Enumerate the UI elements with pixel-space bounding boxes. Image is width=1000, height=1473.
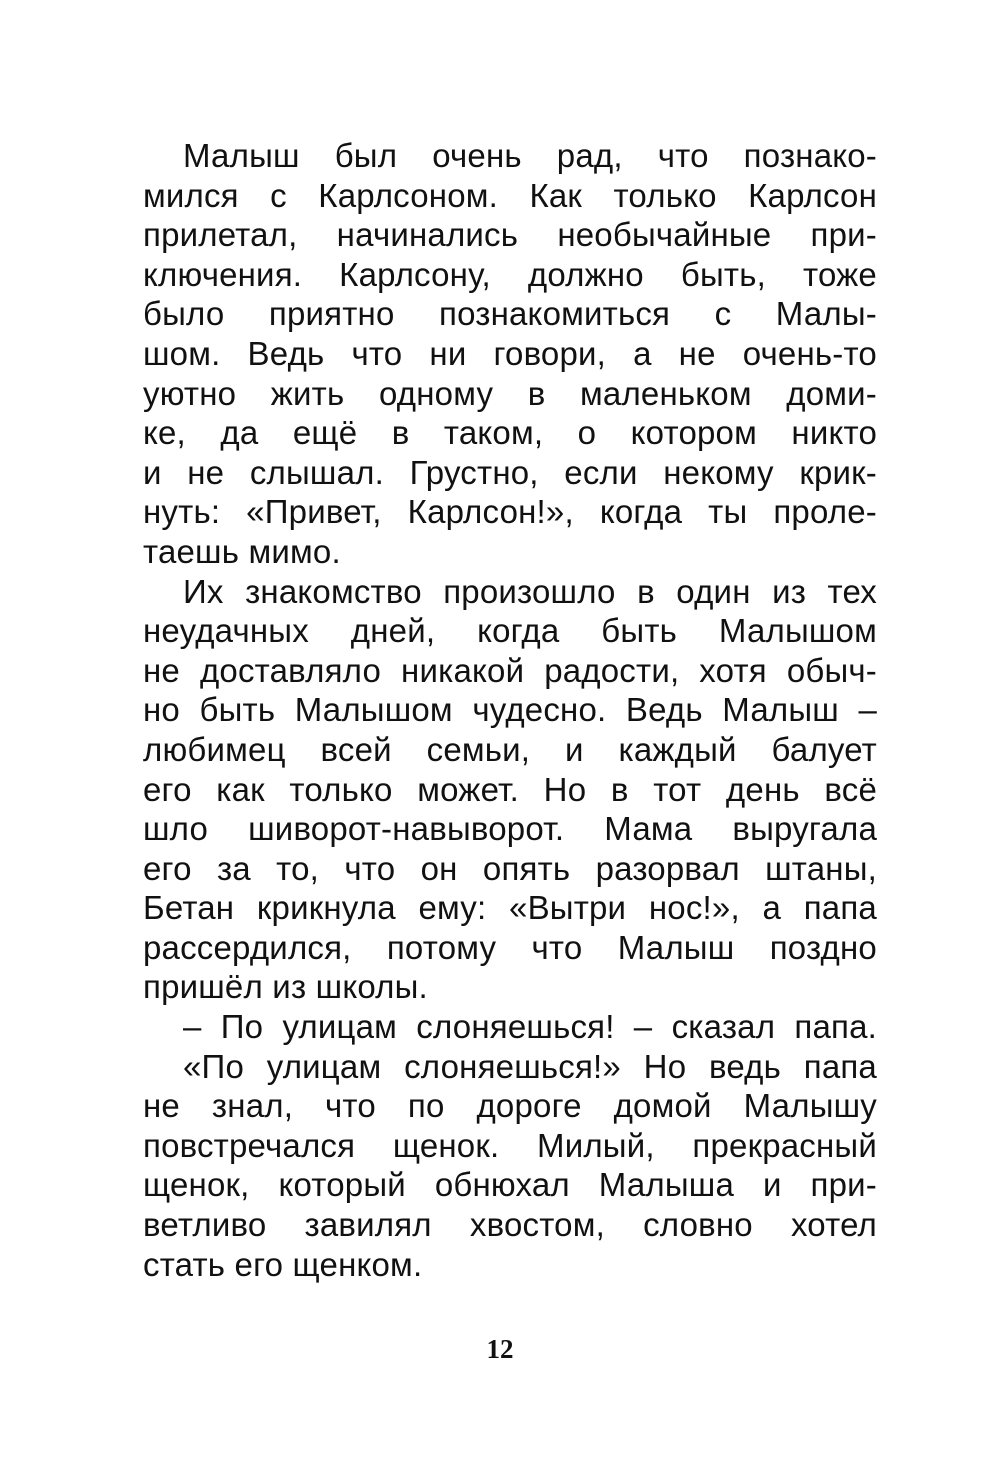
text-line: рассердился, потому что Малыш поздно [143, 928, 877, 966]
text-line: любимец всей семьи, и каждый балует [143, 730, 877, 768]
text-line: – По улицам слоняешься! – сказал папа. [183, 1008, 877, 1046]
text-line: было приятно познакомиться с Малы- [143, 295, 877, 333]
text-line: Бетан крикнула ему: «Вытри нос!», а папа [143, 889, 877, 927]
text-line: пришёл из школы. [143, 968, 428, 1006]
text-line: но быть Малышом чудесно. Ведь Малыш – [143, 691, 877, 729]
text-line: прилетал, начинались необычайные при- [143, 216, 877, 254]
text-line: не доставляло никакой радости, хотя обыч- [143, 651, 877, 689]
text-line: «По улицам слоняешься!» Но ведь папа [183, 1047, 877, 1085]
text-line: мился с Карлсоном. Как только Карлсон [143, 176, 877, 214]
text-line: повстречался щенок. Милый, прекрасный [143, 1126, 877, 1164]
text-line: ключения. Карлсону, должно быть, тоже [143, 255, 877, 293]
text-line: Малыш был очень рад, что познако- [183, 137, 877, 174]
text-line: ке, да ещё в таком, о котором никто [143, 414, 877, 452]
text-line: уютно жить одному в маленьком доми- [143, 374, 877, 412]
text-line: стать его щенком. [143, 1245, 423, 1283]
text-line: шом. Ведь что ни говори, а не очень-то [143, 334, 877, 372]
text-line: щенок, который обнюхал Малыша и при- [143, 1166, 877, 1204]
body-text [143, 136, 877, 1284]
text-line: его как только может. Но в тот день всё [143, 770, 877, 808]
text-line: не знал, что по дороге домой Малышу [143, 1087, 877, 1125]
text-line: и не слышал. Грустно, если некому крик- [143, 453, 877, 491]
text-line: таешь мимо. [143, 532, 341, 570]
text-line: его за то, что он опять разорвал штаны, [143, 849, 877, 887]
text-line: Их знакомство произошло в один из тех [183, 572, 877, 610]
text-line: шло шиворот-навыворот. Мама выругала [143, 810, 877, 848]
text-line: неудачных дней, когда быть Малышом [143, 612, 877, 650]
text-line: нуть: «Привет, Карлсон!», когда ты проле- [143, 493, 877, 531]
text-line: ветливо завилял хвостом, словно хотел [143, 1206, 877, 1244]
page-number: 12 [486, 1334, 514, 1364]
